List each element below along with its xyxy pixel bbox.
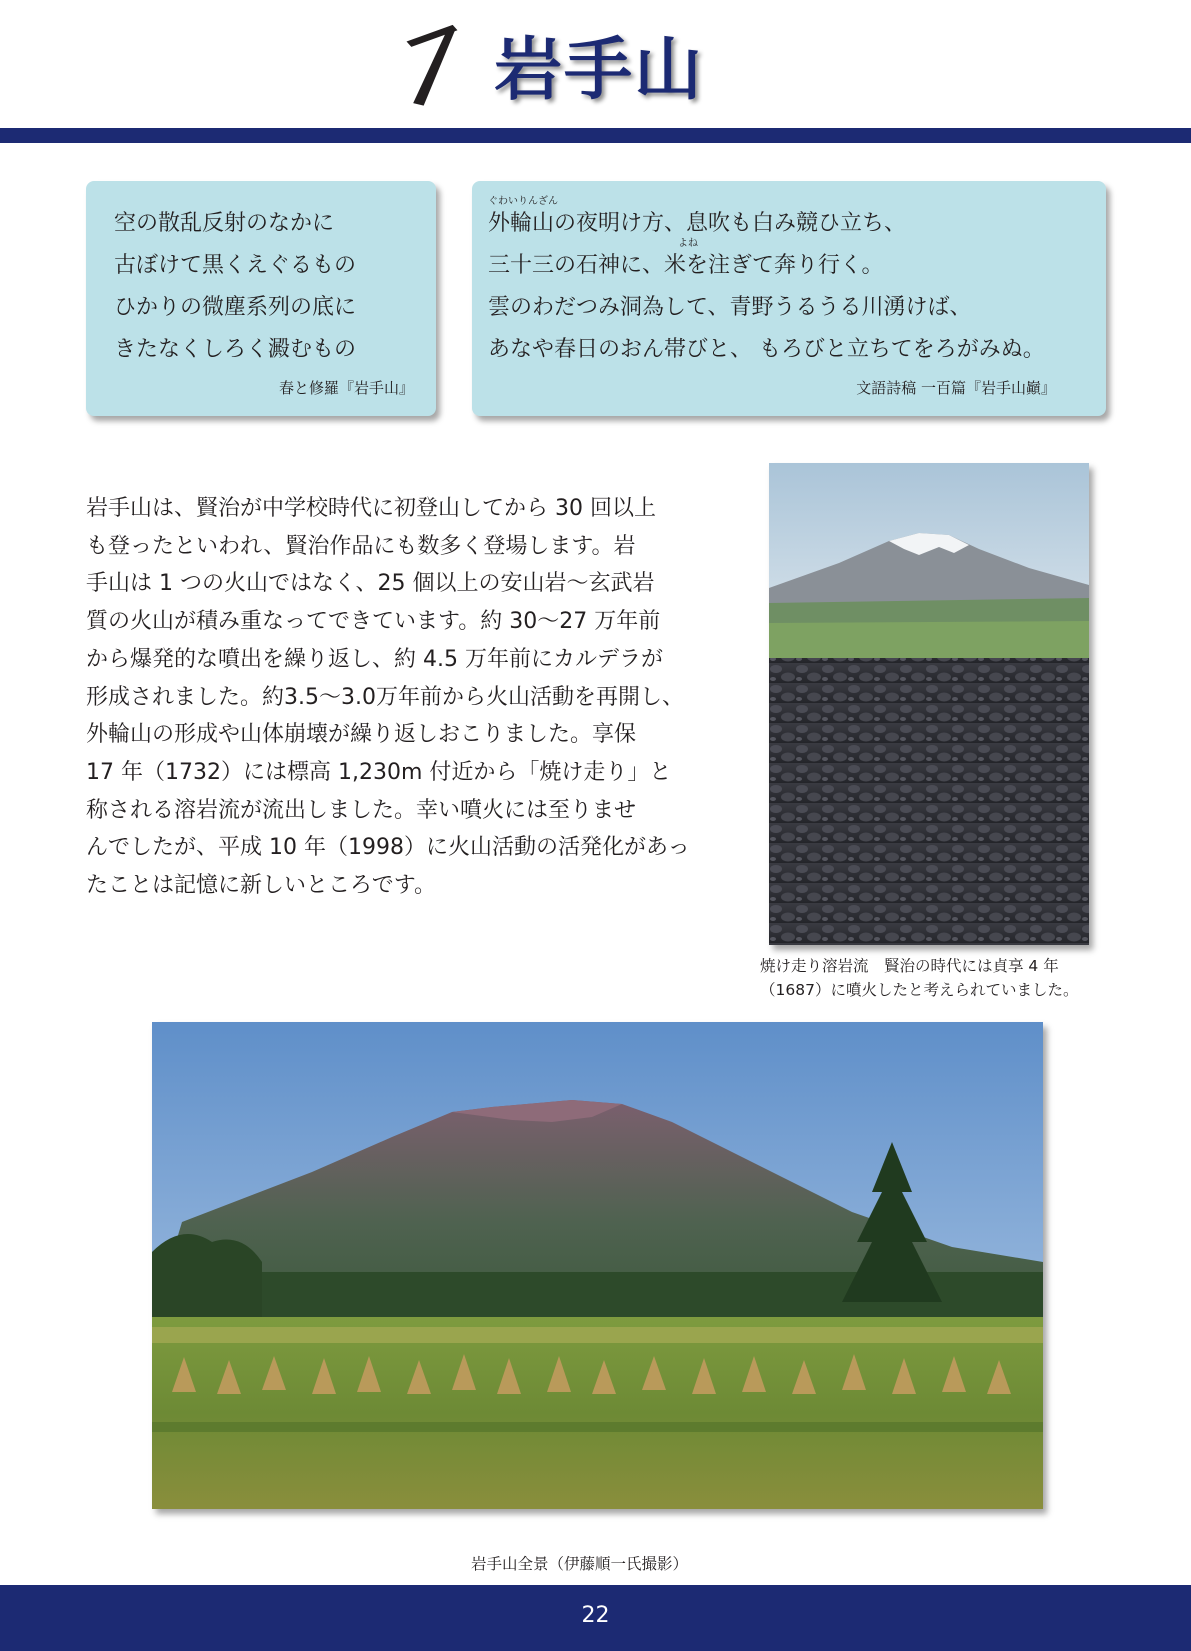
poem-line: 古ぼけて黒くえぐるもの: [114, 253, 357, 278]
poem-source: 春と修羅『岩手山』: [278, 379, 414, 397]
hammer-icon: [400, 19, 480, 109]
body-line: 質の火山が積み重なってできています。約 30〜27 万年前: [86, 609, 661, 635]
mount-iwate-panorama-photo: [152, 1022, 1043, 1509]
caption-line: （1687）に噴火したと考えられていました。: [760, 981, 1079, 999]
page-header: [400, 14, 704, 114]
body-line: も登ったといわれ、賢治作品にも数多く登場します。岩: [86, 533, 636, 559]
body-line: 17 年（1732）には標高 1,230m 付近から「焼け走り」と: [86, 759, 672, 785]
body-line: んでしたが、平成 10 年（1998）に火山活動の活発化があっ: [86, 835, 690, 861]
ruby-text: ぐわいりんざん: [488, 196, 558, 207]
poem-line: あなや春日のおん帯びと、 もろびと立ちてをろがみぬ。: [488, 337, 1045, 362]
poem-line: 三十三の石神に、米を注ぎて奔り行く。: [488, 253, 884, 278]
panorama-photo-caption: 岩手山全景（伊藤順一氏撮影）: [471, 1555, 689, 1573]
poem-line-with-ruby: [488, 196, 1045, 245]
body-line: 称される溶岩流が流出しました。幸い噴火には至りませ: [86, 797, 637, 823]
ruby-text: よね: [678, 238, 698, 249]
lava-flow-photo: [769, 463, 1089, 945]
header-divider-bar: [0, 128, 1191, 143]
poem-box-haruto-shura: [86, 181, 436, 416]
body-line: 形成されました。約3.5〜3.0万年前から火山活動を再開し、: [86, 684, 684, 710]
body-line: 岩手山は、賢治が中学校時代に初登山してから 30 回以上: [86, 496, 656, 521]
body-line: たことは記憶に新しいところです。: [86, 873, 437, 899]
poem-line: きたなくしろく澱むもの: [114, 337, 357, 362]
body-line: から爆発的な噴出を繰り返し、約 4.5 万年前にカルデラが: [86, 646, 663, 672]
lava-photo-caption: [760, 954, 1078, 1002]
body-line: 外輪山の形成や山体崩壊が繰り返しおこりました。享保: [86, 722, 637, 748]
body-line: 手山は 1 つの火山ではなく、25 個以上の安山岩〜玄武岩: [86, 571, 655, 597]
caption-line: 焼け走り溶岩流 賢治の時代には貞享 4 年: [760, 957, 1059, 975]
poem-line-with-ruby: [488, 238, 1045, 287]
poem-line: 空の散乱反射のなかに: [114, 211, 335, 236]
page-title: 岩手山: [494, 29, 705, 110]
page-number: 22: [581, 1603, 610, 1628]
poem-line: 雲のわだつみ洞為して、青野うるうる川湧けば、: [488, 295, 972, 320]
poem-line: 外輪山の夜明け方、息吹も白み競ひ立ち、: [488, 211, 907, 236]
poem-source: 文語詩稿 一百篇『岩手山巓』: [856, 379, 1056, 397]
body-paragraph: [86, 490, 711, 905]
poem-line: ひかりの微塵系列の底に: [114, 295, 357, 320]
footer-bar: [0, 1585, 1191, 1651]
poem-box-bungo-shiko: [472, 181, 1106, 416]
